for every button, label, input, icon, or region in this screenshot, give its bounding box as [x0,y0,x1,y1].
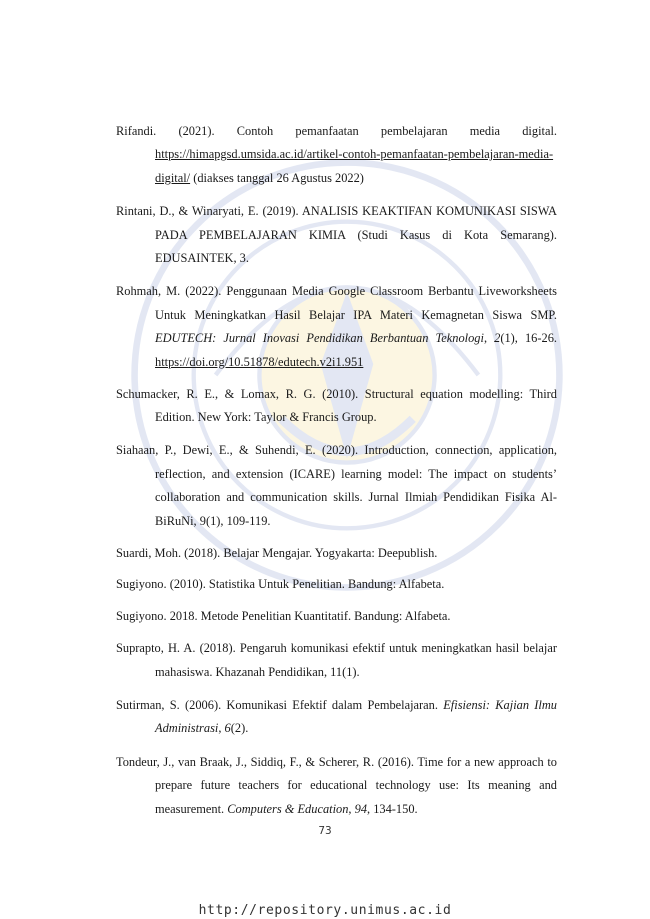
reference-text: Sugiyono. (2010). Statistika Untuk Penelitian. Bandung: Alfabeta. [116,577,445,592]
reference-text: Suardi, Moh. (2018). Belajar Mengajar. Yogyakarta: Deepublish. [116,545,438,560]
reference-text: Suprapto, H. A. (2018). Pengaruh komunikasi efektif untuk meningkatkan hasil belajar mahasiswa. Khazanah Pendidikan, 11(1). [116,641,557,679]
reference-text: Rintani, D., & Winaryati, E. (2019). ANALISIS KEAKTIFAN KOMUNIKASI SISWA PADA PEMBELAJARAN KIMIA (Studi Kasus di Kota Semarang). EDUSAINTEK, 3. [116,204,557,266]
reference-entry-tondeur: Tondeur, J., van Braak, J., Siddiq, F., & Scherer, R. (2016). Time for a new approach to prepare future teachers for educational technology use: Its meaning and measurement. Computers & Education, 94, 134-150. [116,754,557,816]
reference-pages: , 134-150. [367,801,418,816]
repository-footer-url[interactable]: http://repository.unimus.ac.id [198,903,452,918]
reference-volume: 6 [224,721,231,736]
reference-entry-suardi [116,542,557,565]
reference-journal: Computers & Education [227,801,349,816]
reference-text: Rohmah, M. (2022). Penggunaan Media Google Classroom Berbantu Liveworksheets Untuk Meningkatkan Hasil Belajar IPA Materi Kemagnetan Siswa SMP. [116,284,557,322]
page-number: 73 [318,825,332,837]
reference-entry-rohmah: Rohmah, M. (2022). Penggunaan Media Google Classroom Berbantu Liveworksheets Untuk Meningkatkan Hasil Belajar IPA Materi Kemagnetan Siswa SMP. EDUTECH: Jurnal Inovasi Pendidikan Berbantuan Teknologi, 2(1), 16-26. https://doi.org/10.51878/edutech.v2i1.951 [116,284,557,369]
reference-entry-sugiyono-2018 [116,605,557,628]
reference-journal: EDUTECH: Jurnal Inovasi Pendidikan Berbantuan Teknologi [155,331,484,346]
reference-text: Sutirman, S. (2006). Komunikasi Efektif dalam Pembelajaran. [116,698,444,713]
reference-entry-sutirman: Sutirman, S. (2006). Komunikasi Efektif dalam Pembelajaran. Efisiensi: Kajian Ilmu Administrasi, 6(2). [116,698,558,736]
reference-list [116,120,557,831]
reference-issue-pages: (1), 16-26. [500,331,557,346]
reference-issue-pages: (2). [230,721,249,736]
reference-volume: 94 [354,801,368,816]
reference-text: Rifandi. (2021). Contoh pemanfaatan pembelajaran media digital. [116,124,557,138]
reference-text: Siahaan, P., Dewi, E., & Suhendi, E. (2020). Introduction, connection, application, reflection, and extension (ICARE) learning model: The impact on students’ collaboration and communication skills. Jurnal Ilmiah Pendidikan Fisika Al-BiRuNi, 9(1), 109-119. [116,443,557,528]
reference-text: Tondeur, J., van Braak, J., Siddiq, F., & Scherer, R. (2016). Time for a new approach to prepare future teachers for educational technology use: Its meaning and measurement. [116,754,557,816]
reference-text: Sugiyono. 2018. Metode Penelitian Kuantitatif. Bandung: Alfabeta. [116,609,451,624]
reference-entry-sugiyono-2010 [116,573,557,596]
reference-entry-schumacker [116,383,557,430]
reference-text: Schumacker, R. E., & Lomax, R. G. (2010). Structural equation modelling: Third Edition. New York: Taylor & Francis Group. [116,386,557,424]
reference-entry-siahaan [116,439,557,533]
reference-entry-rifandi [116,120,557,190]
reference-journal: Efisiensi: Kajian Ilmu Administrasi [155,698,558,736]
reference-entry-rintani [116,200,557,270]
reference-accessed-note: (diakses tanggal 26 Agustus 2022) [190,170,364,185]
reference-link[interactable]: https://himapgsd.umsida.ac.id/artikel-contoh-pemanfaatan-pembelajaran-media-digital/ [155,147,554,185]
reference-volume: 2 [494,331,501,346]
reference-doi-link[interactable]: https://doi.org/10.51878/edutech.v2i1.951 [155,354,364,369]
reference-entry-suprapto [116,637,557,684]
